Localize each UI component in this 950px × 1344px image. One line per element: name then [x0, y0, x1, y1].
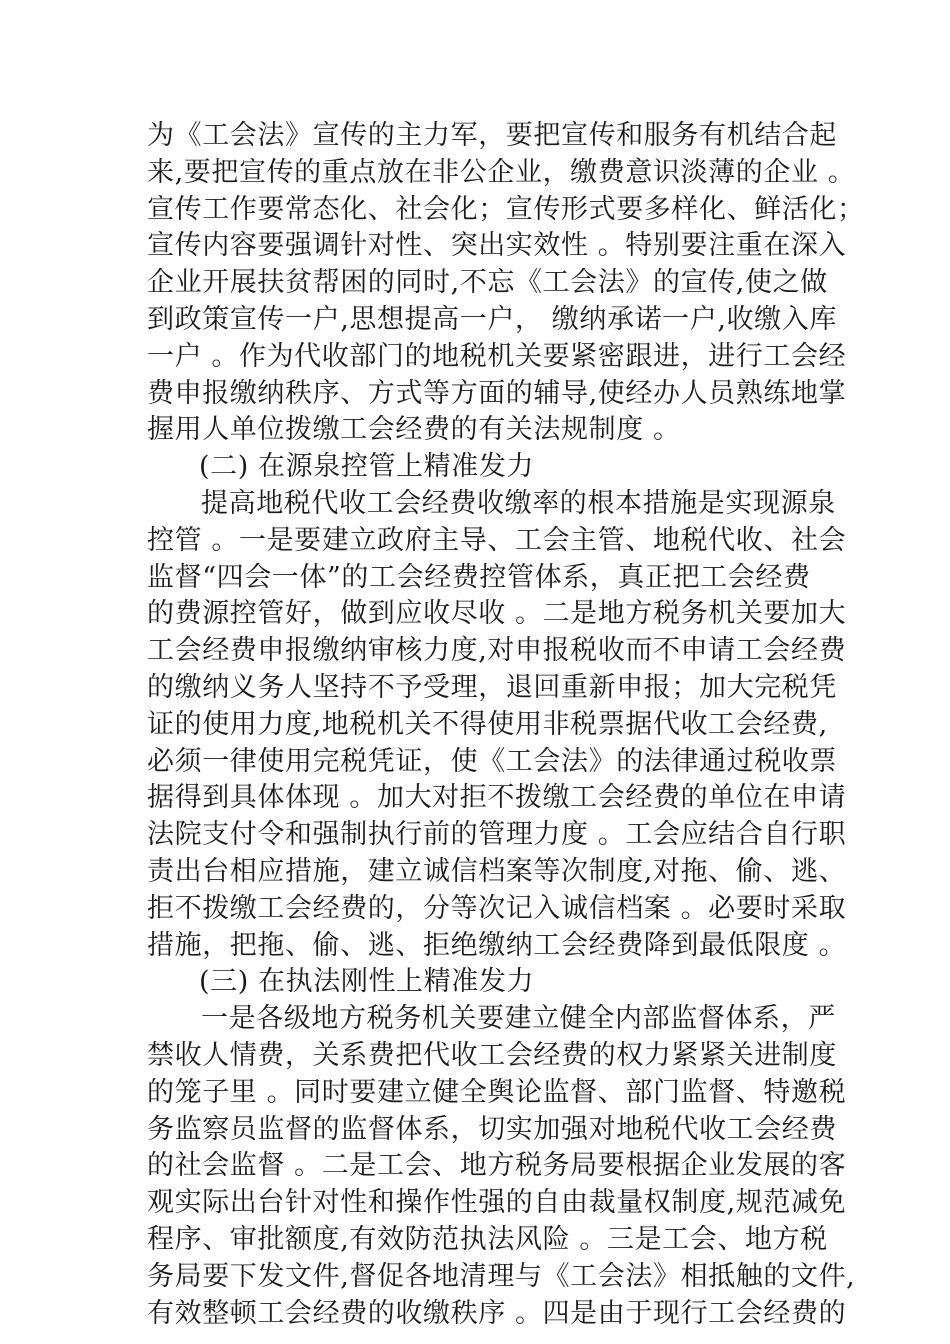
paragraph-line: 为《工会法》宣传的主力军，要把宣传和服务有机结合起: [147, 120, 837, 151]
paragraph-line: 来,要把宣传的重点放在非公企业，缴费意识淡薄的企业 。: [147, 156, 856, 188]
paragraph-first-line: 提高地税代收工会经费收缴率的根本措施是实现源泉: [201, 487, 836, 519]
paragraph-line: 的笼子里 。同时要建立健全舆论监督、部门监督、特邀税: [147, 1076, 847, 1108]
paragraph-line: 程序、审批额度,有效防范执法风险 。三是工会、地方税: [147, 1223, 828, 1255]
paragraph-last-line: 握用人单位拨缴工会经费的有关法规制度 。: [147, 414, 681, 446]
paragraph-line: 有效整顿工会经费的收缴秩序 。四是由于现行工会经费的: [147, 1297, 847, 1329]
paragraph-line: 到政策宣传一户,思想提高一户， 缴纳承诺一户,收缴入库: [147, 303, 837, 335]
paragraph-line: 企业开展扶贫帮困的同时,不忘《工会法》的宣传,使之做: [147, 267, 828, 299]
paragraph-line: 务局要下发文件,督促各地清理与《工会法》相抵触的文件,: [147, 1260, 856, 1292]
paragraph-line: 监督“四会一体”的工会经费控管体系，真正把工会经费: [147, 561, 811, 593]
document-body: [147, 118, 865, 1332]
section-heading: (三) 在执法刚性上精准发力: [199, 966, 535, 998]
paragraph-line: 控管 。一是要建立政府主导、工会主管、地税代收、社会: [147, 524, 847, 556]
paragraph-line: 宣传工作要常态化、社会化；宣传形式要多样化、鲜活化；: [147, 193, 865, 225]
paragraph-line: 证的使用力度,地税机关不得使用非税票据代收工会经费,: [147, 708, 828, 740]
paragraph-line: 工会经费申报缴纳审核力度,对申报税收而不申请工会经费: [147, 635, 847, 667]
paragraph-line: 的缴纳义务人坚持不予受理，退回重新申报；加大完税凭: [147, 671, 837, 703]
paragraph-line: 的费源控管好，做到应收尽收 。二是地方税务机关要加大: [147, 598, 847, 630]
paragraph-line: 拒不拨缴工会经费的，分等次记入诚信档案 。必要时采取: [147, 892, 847, 924]
paragraph-line: 禁收人情费，关系费把代收工会经费的权力紧紧关进制度: [147, 1039, 837, 1071]
paragraph-line: 费申报缴纳秩序、方式等方面的辅导,使经办人员熟练地掌: [147, 377, 847, 409]
paragraph-last-line: 措施，把拖、偷、逃、拒绝缴纳工会经费降到最低限度 。: [147, 929, 847, 961]
paragraph-line: 必须一律使用完税凭证，使《工会法》的法律通过税收票: [147, 745, 837, 777]
paragraph-line: 法院支付令和强制执行前的管理力度 。工会应结合自行职: [147, 819, 847, 851]
paragraph-line: 宣传内容要强调针对性、突出实效性 。特别要注重在深入: [147, 230, 847, 262]
paragraph-line: 一户 。作为代收部门的地税机关要紧密跟进，进行工会经: [147, 340, 847, 372]
paragraph-line: 责出台相应措施，建立诚信档案等次制度,对拖、偷、逃、: [147, 855, 847, 887]
section-heading: (二) 在源泉控管上精准发力: [199, 451, 535, 483]
paragraph-line: 据得到具体体现 。加大对拒不拨缴工会经费的单位在申请: [147, 782, 847, 814]
paragraph-first-line: 一是各级地方税务机关要建立健全内部监督体系，严: [201, 1003, 836, 1035]
paragraph-line: 观实际出台针对性和操作性强的自由裁量权制度,规范减免: [147, 1187, 847, 1219]
paragraph-line: 务监察员监督的监督体系，切实加强对地税代收工会经费: [147, 1113, 837, 1145]
paragraph-line: 的社会监督 。二是工会、地方税务局要根据企业发展的客: [147, 1150, 847, 1182]
